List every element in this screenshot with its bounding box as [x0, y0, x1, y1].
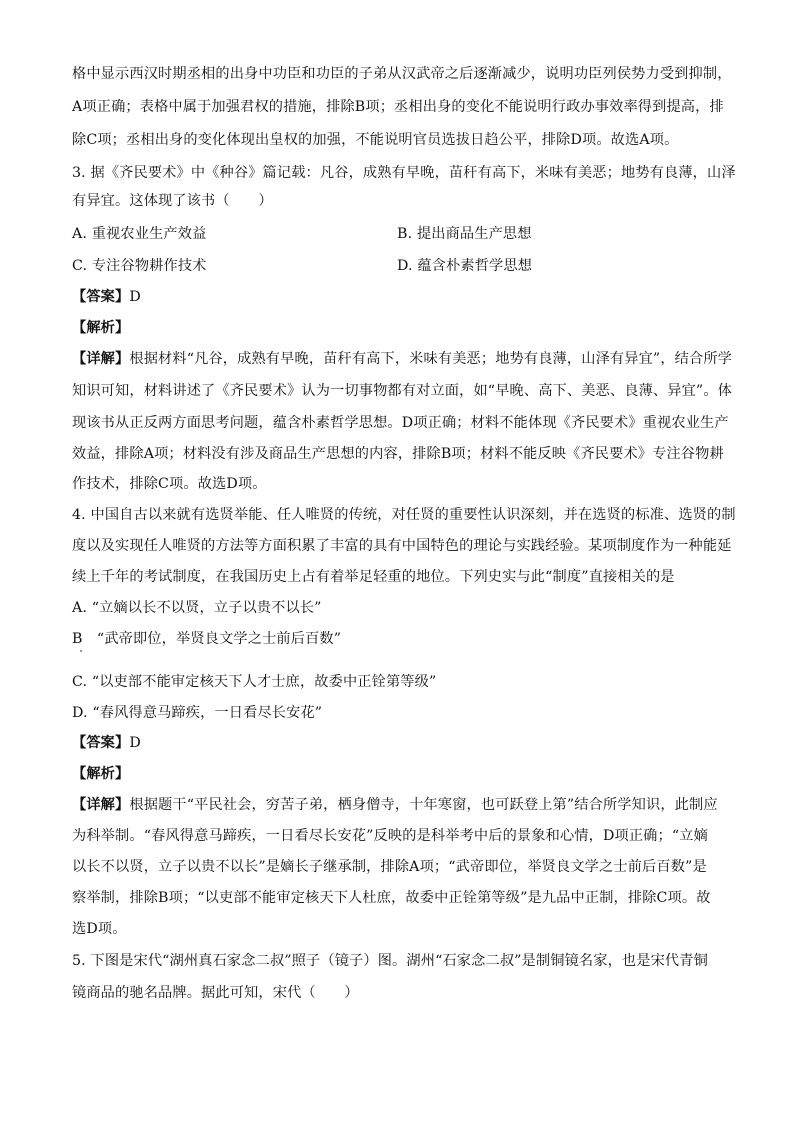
q3-detail-text-1: 根据材料“凡谷，成熟有早晚，苗秆有高下，米味有美恶；地势有良薄，山泽有异宜”，结合所学 — [129, 351, 733, 367]
q3-detail-line-2: 知识可知，材料讲述了《齐民要术》认为一切事物都有对立面，如“早晚、高下、美恶、良薄、异宜”。体 — [72, 383, 732, 399]
q4-analysis-label: 【解析】 — [72, 766, 130, 782]
q4-stem-line-2: 度以及实现任人唯贤的方法等方面积累了丰富的具有中国特色的理论与实践经验。某项制度作为一种能延 — [72, 538, 732, 554]
q3-option-d: D. 蕴含朴素哲学思想 — [397, 258, 533, 274]
q3-answer — [72, 287, 724, 307]
q3-option-c: C. 专注谷物耕作技术 — [72, 258, 207, 274]
q3-detail-line-4: 效益，排除A项；材料没有涉及商品生产思想的内容，排除B项；材料不能反映《齐民要术》专注谷物耕 — [72, 446, 724, 462]
q3-option-a: A. 重视农业生产效益 — [72, 226, 207, 242]
stray-dot-mark — [80, 650, 82, 652]
q4-answer — [72, 733, 724, 753]
q4-detail-line-3: 以长不以贤，立子以贵不以长”是嫡长子继承制，排除A项；“武帝即位，举贤良文学之士前后百数”是 — [72, 859, 707, 875]
q4-detail-text-1: 根据题干“平民社会，穷苦子弟，栖身僧寺，十年寒窗，也可跃登上第”结合所学知识，此制应 — [129, 797, 718, 813]
q3-analysis-label: 【解析】 — [72, 320, 130, 336]
q3-answer-value: D — [129, 289, 141, 305]
q4-detail-line-4: 察举制，排除B项；“以吏部不能审定核天下人杜庶，故委中正铨第等级”是九品中正制，排除C项。故 — [72, 890, 711, 906]
q3-answer-label: 【答案】 — [72, 289, 130, 305]
q2-explanation-line-1: 格中显示西汉时期丞相的出身中功臣和功臣的子弟从汉武帝之后逐渐减少，说明功臣列侯势力受到抑制， — [72, 66, 732, 82]
q4-detail-line-5: 选D项。 — [72, 921, 127, 937]
q4-detail-label: 【详解】 — [72, 797, 130, 813]
q3-stem-line-2: 有异宜。这体现了该书（ ） — [72, 193, 273, 209]
q3-stem-line-1: 3. 据《齐民要术》中《种谷》篇记载：凡谷，成熟有早晚，苗秆有高下，米味有美恶；地势有良薄，山泽 — [72, 165, 736, 181]
q3-detail-label: 【详解】 — [72, 351, 130, 367]
q4-answer-label: 【答案】 — [72, 735, 130, 751]
q4-detail-line-2: 为科举制。“春风得意马蹄疾，一日看尽长安花”反映的是科举考中后的景象和心情，D项正确；“立嫡 — [72, 828, 708, 844]
q3-analysis — [72, 318, 724, 338]
q4-stem-line-3: 续上千年的考试制度，在我国历史上占有着举足轻重的地位。下列史实与此“制度”直接相关的是 — [72, 569, 675, 585]
q2-explanation-line-3: 除C项；丞相出身的变化体现出皇权的加强，不能说明官员选拔日趋公平，排除D项。故选A项。 — [72, 132, 679, 148]
q4-option-d: D. “春风得意马蹄疾，一日看尽长安花” — [72, 705, 323, 721]
q4-analysis — [72, 764, 724, 784]
q3-detail-line-3: 现该书从正反两方面思考问题，蕴含朴素哲学思想。D项正确；材料不能体现《齐民要术》重视农业生产 — [72, 415, 729, 431]
q4-option-c: C. “以吏部不能审定核天下人才士庶，故委中正铨第等级” — [72, 674, 437, 690]
q3-detail-line-1 — [72, 349, 733, 369]
q4-option-a: A. “立嫡以长不以贤，立子以贵不以长” — [72, 600, 322, 616]
q4-stem-line-1: 4. 中国自古以来就有选贤举能、任人唯贤的传统，对任贤的重要性认识深刻，并在选贤的标准、选贤的制 — [72, 507, 736, 523]
q5-stem-line-2: 镜商品的驰名品牌。据此可知，宋代（ ） — [72, 985, 359, 1001]
q4-option-b: B “武帝即位，举贤良文学之士前后百数” — [72, 631, 342, 647]
q4-answer-value: D — [129, 735, 141, 751]
q3-detail-line-5: 作技术，排除C项。故选D项。 — [72, 476, 267, 492]
q3-option-b: B. 提出商品生产思想 — [397, 226, 532, 242]
q2-explanation-line-2: A项正确；表格中属于加强君权的措施，排除B项；丞相出身的变化不能说明行政办事效率得到提高，排 — [72, 99, 724, 115]
q4-detail-line-1 — [72, 795, 724, 815]
q5-stem-line-1: 5. 下图是宋代“湖州真石家念二叔”照子（镜子）图。湖州“石家念二叔”是制铜镜名家，也是宋代青铜 — [72, 953, 708, 969]
